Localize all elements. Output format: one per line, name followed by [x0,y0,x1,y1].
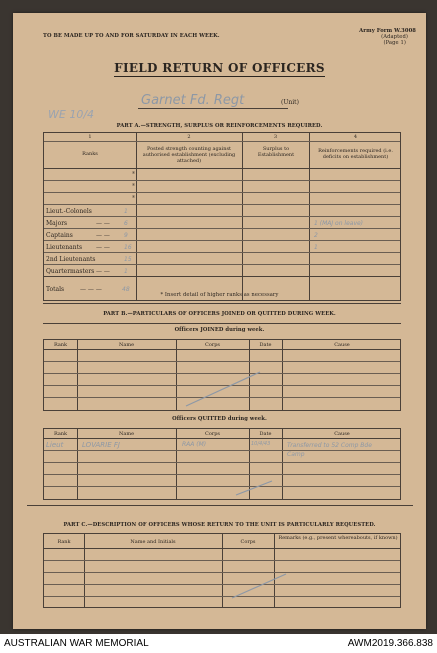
value-majors: 6 [124,220,128,227]
quitted-rank-value: Lieut [46,441,64,449]
form-page [13,13,426,629]
quitted-col-cause: Cause [334,431,350,437]
rank-lieutenants: Lieutenants [46,244,83,251]
joined-col-rank: Rank [53,342,68,348]
value-lieutenants: 16 [124,244,132,251]
joined-col-name: Name [118,342,135,348]
rank-captains: Captains [46,232,73,239]
quitted-table [43,428,401,500]
value-quartermasters: 1 [124,268,128,275]
footer-source: AUSTRALIAN WAR MEMORIAL [4,638,149,649]
form-adapted: (Adapted) [381,34,408,40]
value-2nd-lieutenants: 15 [124,256,132,263]
corner-annotation: WE 10/4 [48,108,95,121]
part-c-col-remarks: Remarks (e.g., present whereabouts, if known) [278,535,398,541]
quitted-date-value: 10/4/43 [251,441,271,447]
rank-majors: Majors [46,220,68,227]
part-a-table: 1 2 3 4 Ranks Posted strength counting against authorised establishment (excluding attached) Surplus to Establishment Reinforcements required (i.e. deficits on establishment) * * * Lieut.-Colonels Majors Captains Lieutenants 2nd Lieutenants Quartermasters Totals — — — — — — — — — — — 1 6 9 16 15 1 48 1 (MAJ on leave) 2 1 [43,132,401,301]
part-a-footnote: * Insert detail of higher ranks as necessary [160,292,279,298]
part-c-col-corps: Corps [240,539,256,545]
quitted-col-corps: Corps [205,431,220,437]
footer-accession: AWM2019.366.838 [347,638,433,649]
col-num-1: 1 [88,134,92,140]
quitted-col-rank: Rank [53,431,68,437]
col-head-ranks: Ranks [82,151,98,157]
value-captains: 9 [124,232,128,239]
unit-line [138,108,288,109]
quitted-title: Officers QUITTED during week. [172,416,267,422]
value-lieut-colonels: 1 [124,208,128,215]
form-page-number: (Page 1) [383,40,406,46]
quitted-corps-value: RAA (M) [182,441,207,448]
unit-label: (Unit) [281,99,299,106]
col-num-3: 3 [273,134,278,140]
footer-bar [0,634,437,653]
quitted-cause-value: Transferred to 52 Comp Bde Camp [287,442,372,458]
col-num-4: 4 [353,134,358,140]
col-head-reinforcements: Reinforcements required (i.e. deficits on establishment) [318,148,393,160]
rank-2nd-lieutenants: 2nd Lieutenants [46,256,96,263]
reinf-lieutenants: 1 [314,244,318,251]
part-a-heading: PART A.—STRENGTH, SURPLUS OR REINFORCEMENTS REQUIRED. [116,123,323,129]
joined-col-cause: Cause [334,342,350,348]
page-title: FIELD RETURN OF OFFICERS [114,61,325,75]
strike-through-mark [234,477,274,497]
rank-quartermasters: Quartermasters [46,268,95,275]
rank-totals: Totals [46,286,65,293]
part-b-heading: PART B.—PARTICULARS OF OFFICERS JOINED OR QUITTED DURING WEEK. [103,311,336,317]
unit-handwritten: Garnet Fd. Regt [141,93,245,108]
joined-table [43,339,401,411]
col-num-2: 2 [187,134,191,140]
strike-through-mark [230,570,290,600]
form-instruction: TO BE MADE UP TO AND FOR SATURDAY IN EACH WEEK. [43,33,220,39]
reinf-majors: 1 (MAJ on leave) [314,220,364,227]
joined-col-corps: Corps [205,342,220,348]
joined-col-date: Date [259,342,272,348]
form-number: Army Form W.3008 [359,28,416,34]
strike-through-mark [184,368,264,408]
quitted-col-name: Name [118,431,135,437]
part-c-heading: PART C.—DESCRIPTION OF OFFICERS WHOSE RETURN TO THE UNIT IS PARTICULARLY REQUESTED. [63,522,376,528]
part-c-table [43,533,401,608]
value-totals: 48 [122,286,130,293]
quitted-col-date: Date [259,431,272,437]
rank-lieut-colonels: Lieut.-Colonels [46,208,92,215]
quitted-name-value: LOVARIE FJ [82,441,120,449]
col-head-posted: Posted strength counting against authorised establishment (excluding attached) [142,146,236,164]
reinf-captains: 2 [314,232,318,239]
part-c-col-rank: Rank [57,539,71,545]
joined-title: Officers JOINED during week. [174,327,265,333]
col-head-surplus: Surplus to Establishment [257,146,295,158]
part-c-col-name: Name and Initials [130,539,176,545]
